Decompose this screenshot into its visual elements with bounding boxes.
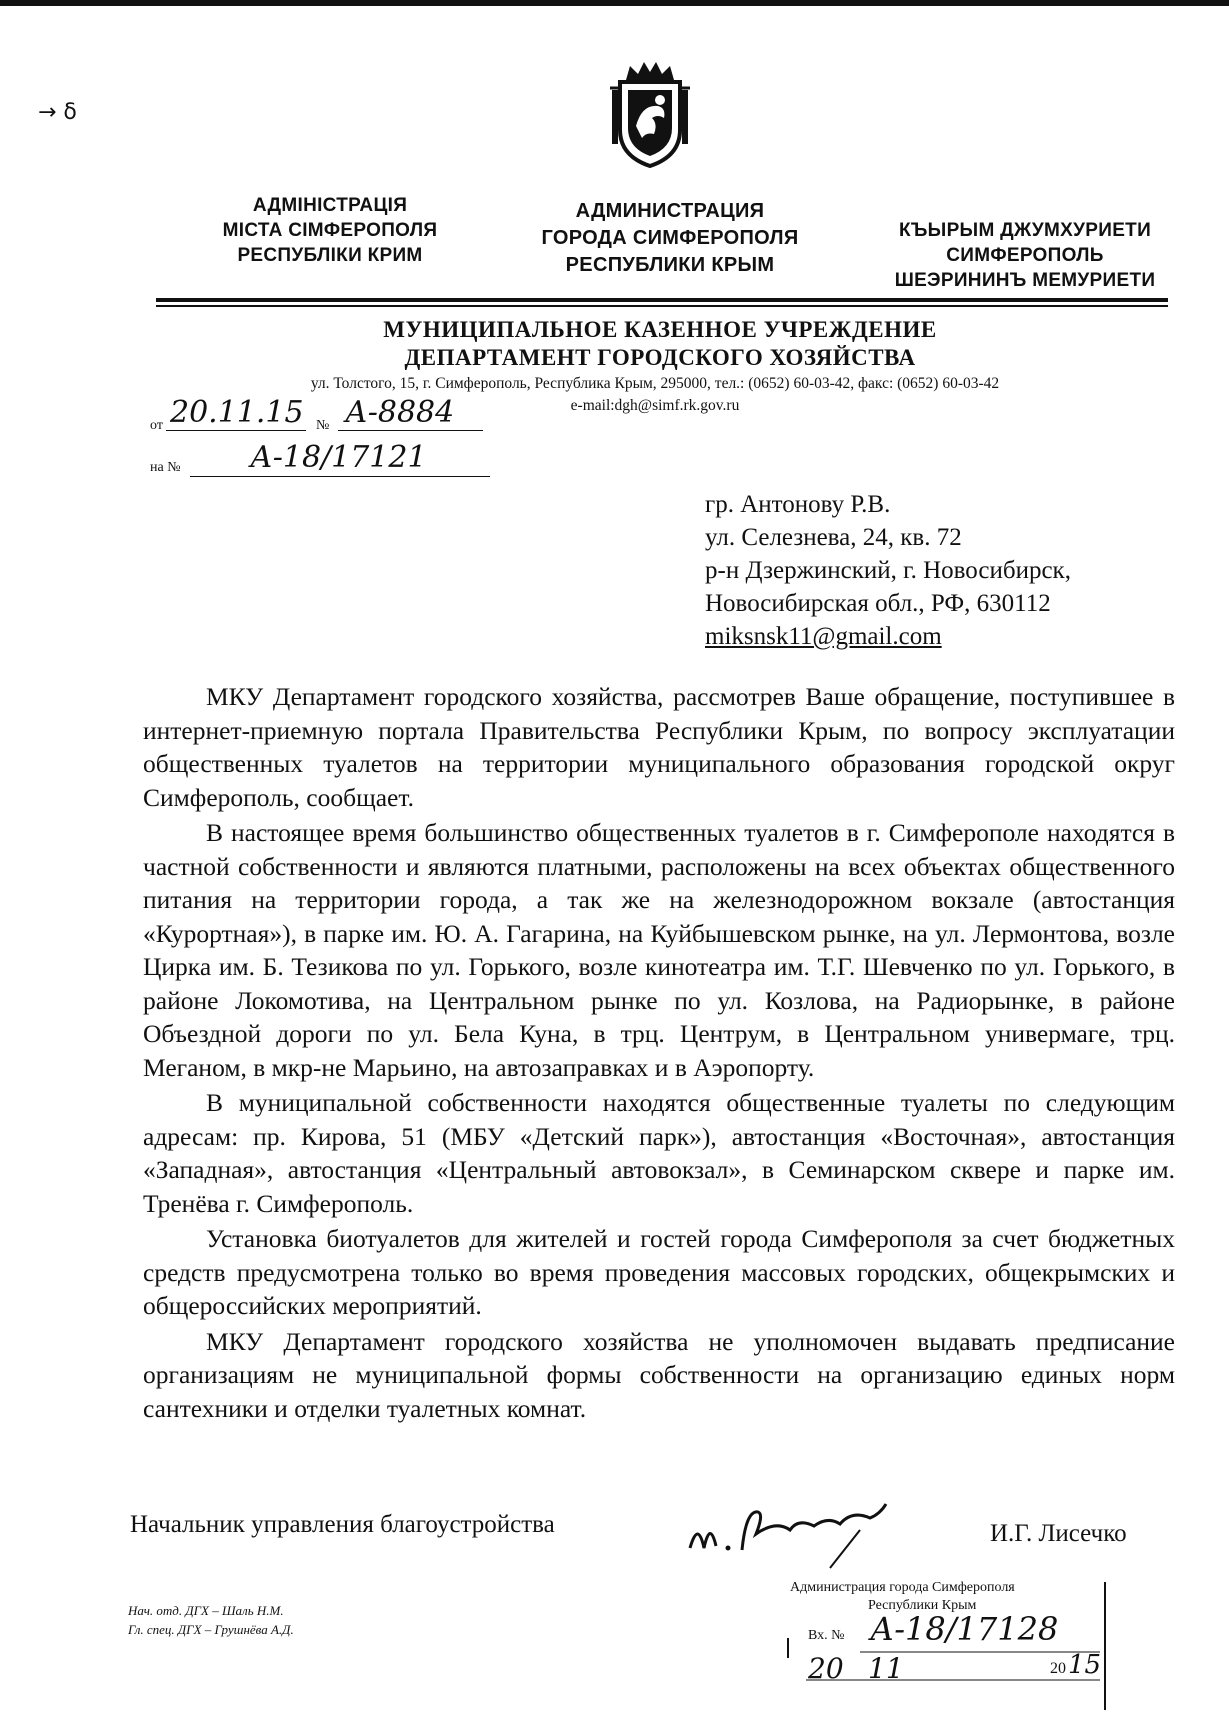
header-divider-thin bbox=[156, 305, 1168, 307]
institution-name bbox=[180, 316, 1140, 372]
header-russian bbox=[510, 198, 830, 279]
letter-body bbox=[143, 680, 1175, 1427]
ref-to-line bbox=[190, 476, 490, 477]
recipient-region: Новосибирская обл., РФ, 630112 bbox=[705, 590, 1051, 617]
body-paragraph: В настоящее время большинство общественных туалетов в г. Симферополе находятся в частной собственности и являются платными, расположены на всех объектах общественного питания на территории города, а так же на железнодорожном вокзале (автостанция «Курортная»), в парке им. Ю. А. Гагарина, на Куйбышевском рынке, на ул. Лермонтова, возле Цирка им. Б. Тезикова по ул. Горького, возле кинотеатра им. Т.Г. Шевченко по ул. Горького, в районе Локомотива, на Центральном рынке по ул. Козлова, на Радиорынке, в районе Объездной дороги по ул. Бела Куна, в трц. Центрум, в Центральном универмаге, трц. Меганом, в мкр-не Марьино, на автозаправках и в Аэропорту. bbox=[143, 818, 1175, 1082]
recipient-block bbox=[705, 488, 1071, 653]
header-center-line: ГОРОДА СИМФЕРОПОЛЯ bbox=[541, 227, 799, 249]
recipient-name: гр. Антонову Р.В. bbox=[705, 491, 891, 518]
ref-date: 20.11.15 bbox=[170, 395, 304, 430]
executor-line: Гл. спец. ДГХ – Грушнёва А.Д. bbox=[128, 1622, 294, 1637]
body-paragraph: В муниципальной собственности находятся общественные туалеты по следующим адресам: пр. Кирова, 51 (МБУ «Детский парк»), автостанция «Восточная», автостанция «Западная», автостанция «Центральный автовокзал», в Семинарском сквере и парке им. Тренёва г. Симферополь. bbox=[143, 1088, 1175, 1218]
header-right-line: КЪЫРЫМ ДЖУМХУРИЕТИ bbox=[898, 220, 1152, 241]
stamp-organization: Администрация города Симферополя bbox=[790, 1580, 1015, 1595]
header-ukrainian bbox=[180, 193, 480, 268]
crimea-coat-of-arms-icon bbox=[606, 60, 694, 170]
ref-number: А-8884 bbox=[345, 395, 455, 430]
stamp-year-prefix: 20 bbox=[1050, 1660, 1066, 1677]
institution-line: МУНИЦИПАЛЬНОЕ КАЗЕННОЕ УЧРЕЖДЕНИЕ bbox=[383, 317, 937, 342]
top-edge-stroke bbox=[0, 0, 1229, 6]
recipient-city: р-н Дзержинский, г. Новосибирск, bbox=[705, 557, 1071, 584]
header-left-line: АДМІНІСТРАЦІЯ bbox=[252, 195, 408, 216]
header-divider bbox=[156, 298, 1168, 302]
stamp-incoming-number: А-18/17128 bbox=[870, 1610, 1059, 1648]
header-center-line: РЕСПУБЛИКИ КРЫМ bbox=[565, 254, 775, 276]
header-crimean-tatar bbox=[855, 218, 1195, 293]
ref-to-number: А-18/17121 bbox=[250, 440, 427, 475]
ref-from-label: от bbox=[150, 418, 163, 433]
header-left-line: РЕСПУБЛІКИ КРИМ bbox=[237, 245, 423, 266]
ref-to-label: на № bbox=[150, 460, 181, 475]
ref-date-line bbox=[166, 430, 306, 431]
signatory-name: И.Г. Лисечко bbox=[990, 1520, 1127, 1547]
institution-line: ДЕПАРТАМЕНТ ГОРОДСКОГО ХОЗЯЙСТВА bbox=[404, 345, 916, 370]
ref-number-line bbox=[338, 430, 483, 431]
ref-number-label: № bbox=[316, 418, 330, 433]
header-center-line: АДМИНИСТРАЦИЯ bbox=[575, 200, 765, 222]
stamp-day: 20 bbox=[808, 1652, 844, 1685]
stamp-region: Республики Крым bbox=[868, 1598, 977, 1613]
recipient-street: ул. Селезнева, 24, кв. 72 bbox=[705, 524, 962, 551]
stamp-month: 11 bbox=[868, 1652, 904, 1685]
executor-line: Нач. отд. ДГХ – Шаль Н.М. bbox=[128, 1603, 284, 1618]
executors bbox=[128, 1601, 294, 1639]
recipient-email: miksnsk11@gmail.com bbox=[705, 623, 942, 650]
institution-address: ул. Толстого, 15, г. Симферополь, Республика Крым, 295000, тел.: (0652) 60-03-42, факс: (0652) 60-03-42 bbox=[310, 375, 1000, 392]
header-left-line: МІСТА СІМФЕРОПОЛЯ bbox=[222, 220, 438, 241]
institution-email: e-mail:dgh@simf.rk.gov.ru bbox=[570, 397, 740, 414]
body-paragraph: МКУ Департамент городского хозяйства не уполномочен выдавать предписание организациям не муниципальной формы собственности на организацию единых норм сантехники и отделки туалетных комнат. bbox=[143, 1326, 1175, 1423]
body-paragraph: Установка биотуалетов для жителей и гостей города Симферополя за счет бюджетных средств предусмотрена только во время проведения массовых городских, общекрымских и общероссийских мероприятий. bbox=[143, 1224, 1175, 1320]
header-right-line: СИМФЕРОПОЛЬ bbox=[946, 245, 1104, 266]
margin-marks: → ẟ bbox=[38, 100, 77, 125]
handwritten-signature bbox=[680, 1490, 920, 1570]
stamp-year-suffix: 15 bbox=[1068, 1650, 1102, 1680]
signatory-title: Начальник управления благоустройства bbox=[130, 1511, 555, 1538]
header-right-line: ШЕЭРИНИНЪ МЕМУРИЕТИ bbox=[894, 270, 1156, 291]
body-paragraph: МКУ Департамент городского хозяйства, рассмотрев Ваше обращение, поступившее в интернет-приемную портала Правительства Республики Крым, по вопросу эксплуатации общественных туалетов на территории муниципального образования городской округ Симферополь, сообщает. bbox=[143, 682, 1175, 812]
stamp-incoming-label: Вх. № bbox=[808, 1628, 845, 1643]
